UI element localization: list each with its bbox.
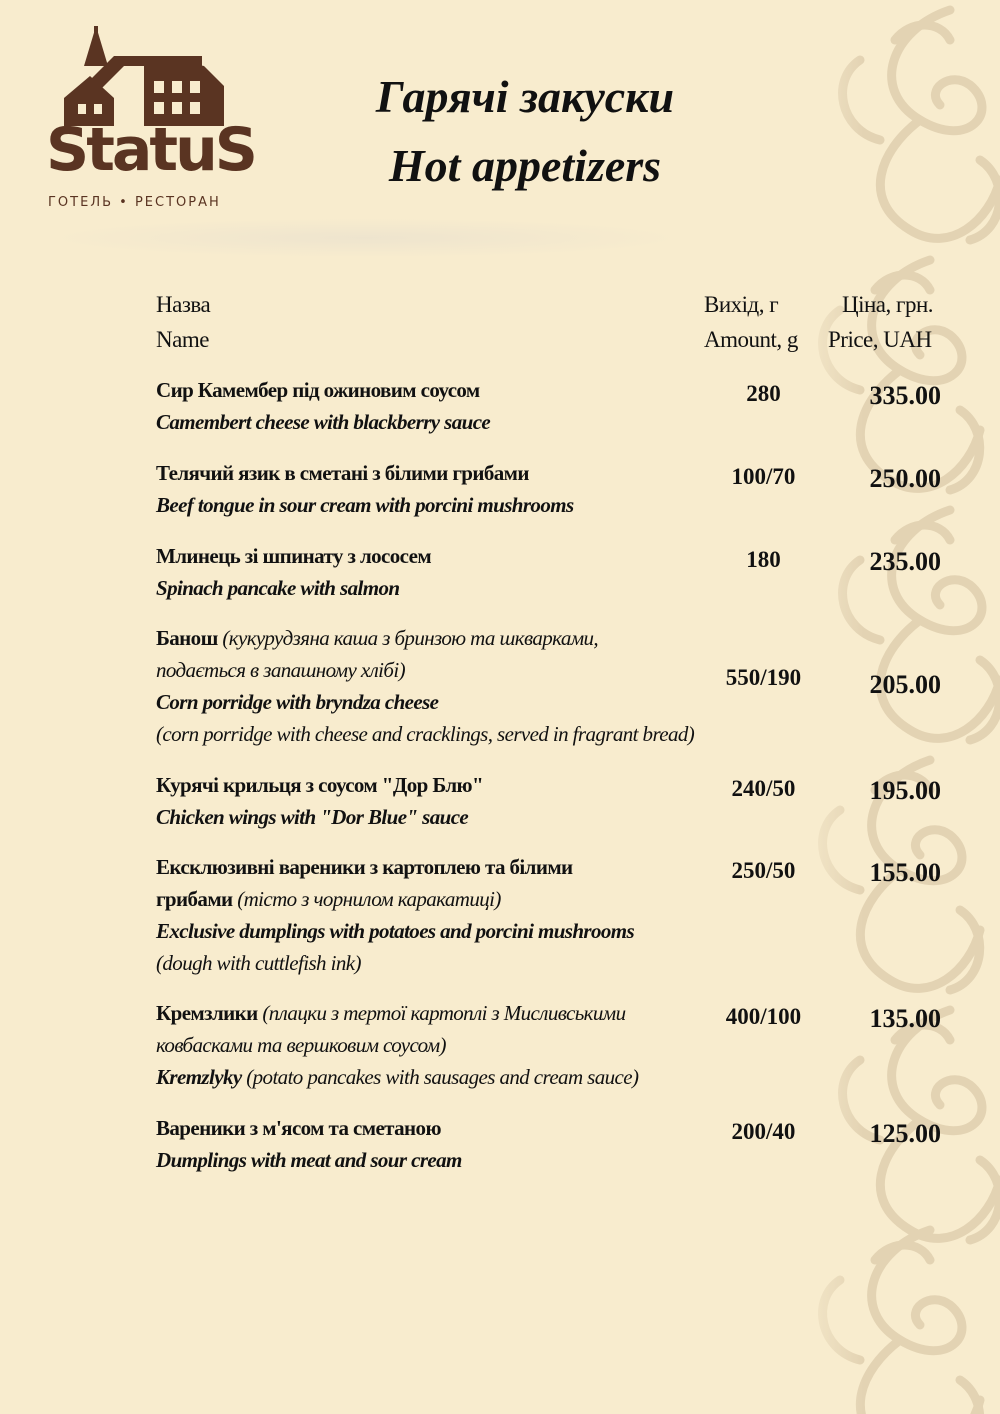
item-amount: 240/50 <box>731 776 796 801</box>
item-name-uk: Сир Камембер під ожиновим соусом <box>156 378 480 402</box>
item-desc-uk: (тісто з чорнилом каракатиці) <box>237 887 501 911</box>
item-desc-uk: подається в запашному хлібі) <box>156 658 405 682</box>
column-header-amount-en: Amount, g <box>704 327 798 352</box>
item-name-en: Camembert cheese with blackberry sauce <box>156 410 491 434</box>
page-title-uk: Гарячі закуски <box>375 71 675 122</box>
column-header-amount-uk: Вихід, г <box>704 292 779 317</box>
item-price: 125.00 <box>869 1119 941 1148</box>
item-name-en: Spinach pancake with salmon <box>156 576 400 600</box>
page-title-en: Hot appetizers <box>388 140 662 191</box>
item-amount: 280 <box>746 381 781 406</box>
item-name-uk: Телячий язик в сметані з білими грибами <box>156 461 529 485</box>
item-name-uk: Вареники з м'ясом та сметаною <box>156 1116 441 1140</box>
item-desc-uk: (кукурудзяна каша з бринзою та шкварками, <box>222 626 599 650</box>
item-name-uk: Курячі крильця з соусом "Дор Блю" <box>156 773 484 797</box>
item-price: 250.00 <box>869 464 941 493</box>
item-price: 135.00 <box>869 1004 941 1033</box>
item-desc-uk: ковбасками та вершковим соусом) <box>156 1033 446 1057</box>
item-desc-uk: (плацки з тертої картоплі з Мисливськими <box>262 1001 626 1025</box>
item-price: 335.00 <box>869 381 941 410</box>
item-amount: 200/40 <box>731 1119 796 1144</box>
item-desc-en: (potato pancakes with sausages and cream sauce) <box>246 1065 639 1089</box>
faint-watermark <box>40 218 690 258</box>
item-price: 155.00 <box>869 858 941 887</box>
item-amount: 180 <box>746 547 781 572</box>
item-name-uk: Кремзлики <box>156 1001 258 1025</box>
logo-subtitle: ГОТЕЛЬ • РЕСТОРАН <box>48 195 221 210</box>
item-name-en: Beef tongue in sour cream with porcini mushrooms <box>156 493 574 517</box>
item-name-en: Exclusive dumplings with potatoes and porcini mushrooms <box>156 919 635 943</box>
column-header-price-en: Price, UAH <box>828 327 932 352</box>
column-header-name-uk: Назва <box>156 292 211 317</box>
column-header-name-en: Name <box>156 327 209 352</box>
item-name-en: Chicken wings with "Dor Blue" sauce <box>156 805 469 829</box>
item-name-uk: грибами <box>156 887 233 911</box>
item-price: 195.00 <box>869 776 941 805</box>
column-header-price-uk: Ціна, грн. <box>842 292 934 317</box>
item-amount: 100/70 <box>731 464 796 489</box>
item-desc-en: (corn porridge with cheese and cracklings, served in fragrant bread) <box>156 722 695 746</box>
item-amount: 250/50 <box>731 858 796 883</box>
item-name-uk: Млинець зі шпинату з лососем <box>156 544 432 568</box>
logo-wordmark: StatuS <box>46 115 255 185</box>
status-logo <box>44 26 255 210</box>
item-amount: 550/190 <box>725 665 802 690</box>
damask-ornament <box>790 0 1000 1414</box>
item-name-uk: Ексклюзивні вареники з картоплею та білими <box>156 855 573 879</box>
item-name-en: Dumplings with meat and sour cream <box>156 1148 462 1172</box>
item-amount: 400/100 <box>725 1004 802 1029</box>
item-name-uk: Банош <box>156 626 218 650</box>
item-price: 205.00 <box>869 670 941 699</box>
item-name-en: Kremzlyky <box>156 1065 242 1089</box>
item-desc-en: (dough with cuttlefish ink) <box>156 951 361 975</box>
item-price: 235.00 <box>869 547 941 576</box>
item-name-en: Corn porridge with bryndza cheese <box>156 690 439 714</box>
